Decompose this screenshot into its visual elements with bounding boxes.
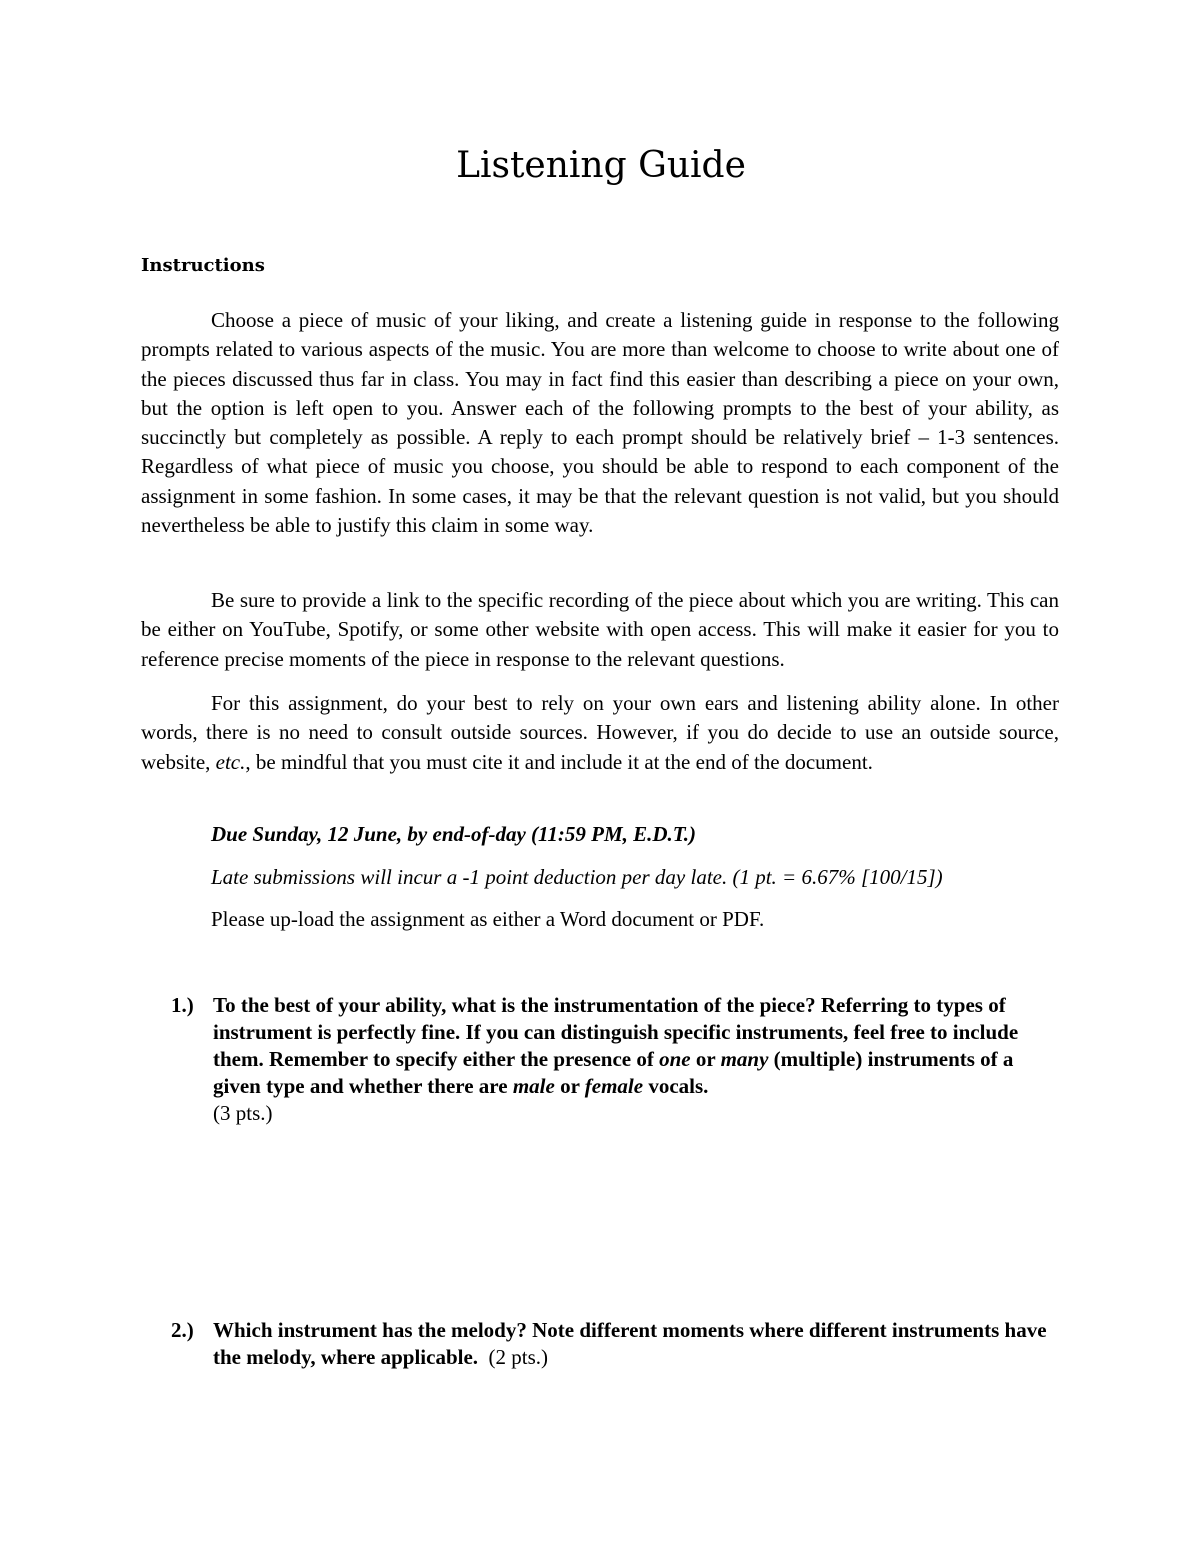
question-2-text (213, 1317, 1061, 1371)
question-1-text (213, 992, 1061, 1127)
question-1-text-c: (multiple) instruments of a given type and whether there are (213, 1047, 1014, 1098)
question-1-text-b: or (690, 1047, 721, 1071)
late-policy: Late submissions will incur a -1 point deduction per day late. (1 pt. = 6.67% [100/15]) (211, 865, 943, 889)
instructions-paragraph-1: Choose a piece of music of your liking, and create a listening guide in response to the following prompts related to various aspects of the music. You are more than welcome to choose to write about one of the pieces discussed thus far in class. You may in fact find this easier than describing a piece on your own, but the option is left open to you. Answer each of the following prompts to the best of your ability, as succinctly but completely as possible. A reply to each prompt should be relatively brief – 1-3 sentences. Regardless of what piece of music you choose, you should be able to respond to each component of the assignment in some fashion. In some cases, it may be that the relevant question is not valid, but you should nevertheless be able to justify this claim in some way. (141, 308, 1059, 538)
page-title: Listening Guide (456, 145, 746, 186)
instructions-paragraph-3 (141, 689, 1059, 777)
question-1-text-e: vocals. (643, 1074, 709, 1098)
instructions-heading: Instructions (141, 255, 265, 276)
question-1-text-d: or (554, 1074, 585, 1098)
instructions-paragraph-2: Be sure to provide a link to the specific recording of the piece about which you are writing. This can be either on YouTube, Spotify, or some other website with open access. This will make it easier for you to reference precise moments of the piece in response to the relevant questions. (141, 588, 1059, 671)
due-date: Due Sunday, 12 June, by end-of-day (11:59 PM, E.D.T.) (211, 822, 696, 846)
question-1 (171, 992, 1061, 1127)
question-1-text-a: To the best of your ability, what is the instrumentation of the piece? Referring to types of instrument is perfectly fine. If you can distinguish specific instruments, feel free to include them. Remember to specify either the presence of (213, 993, 1019, 1071)
paragraph-3-etc: etc. (215, 749, 246, 774)
question-1-points: (3 pts.) (213, 1101, 273, 1125)
question-1-number: 1.) (171, 993, 194, 1017)
question-2-points: (2 pts.) (488, 1345, 549, 1369)
question-2-text-main: Which instrument has the melody? Note different moments where different instruments have the melody, where applicable. (213, 1318, 1047, 1369)
upload-instructions: Please up-load the assignment as either a Word document or PDF. (211, 907, 765, 931)
question-1-em-male: male (512, 1074, 555, 1098)
question-1-em-female: female (584, 1074, 644, 1098)
paragraph-3-part-1: For this assignment, do your best to rely on your own ears and listening ability alone. In other words, there is no need to consult outside sources. However, if you do decide to use an outside source, website, (141, 691, 1059, 774)
question-2 (171, 1317, 1061, 1371)
paragraph-3-part-2: , be mindful that you must cite it and include it at the end of the document. (245, 749, 873, 774)
question-2-number: 2.) (171, 1318, 194, 1342)
question-1-em-one: one (659, 1047, 691, 1071)
question-1-em-many: many (720, 1047, 769, 1071)
